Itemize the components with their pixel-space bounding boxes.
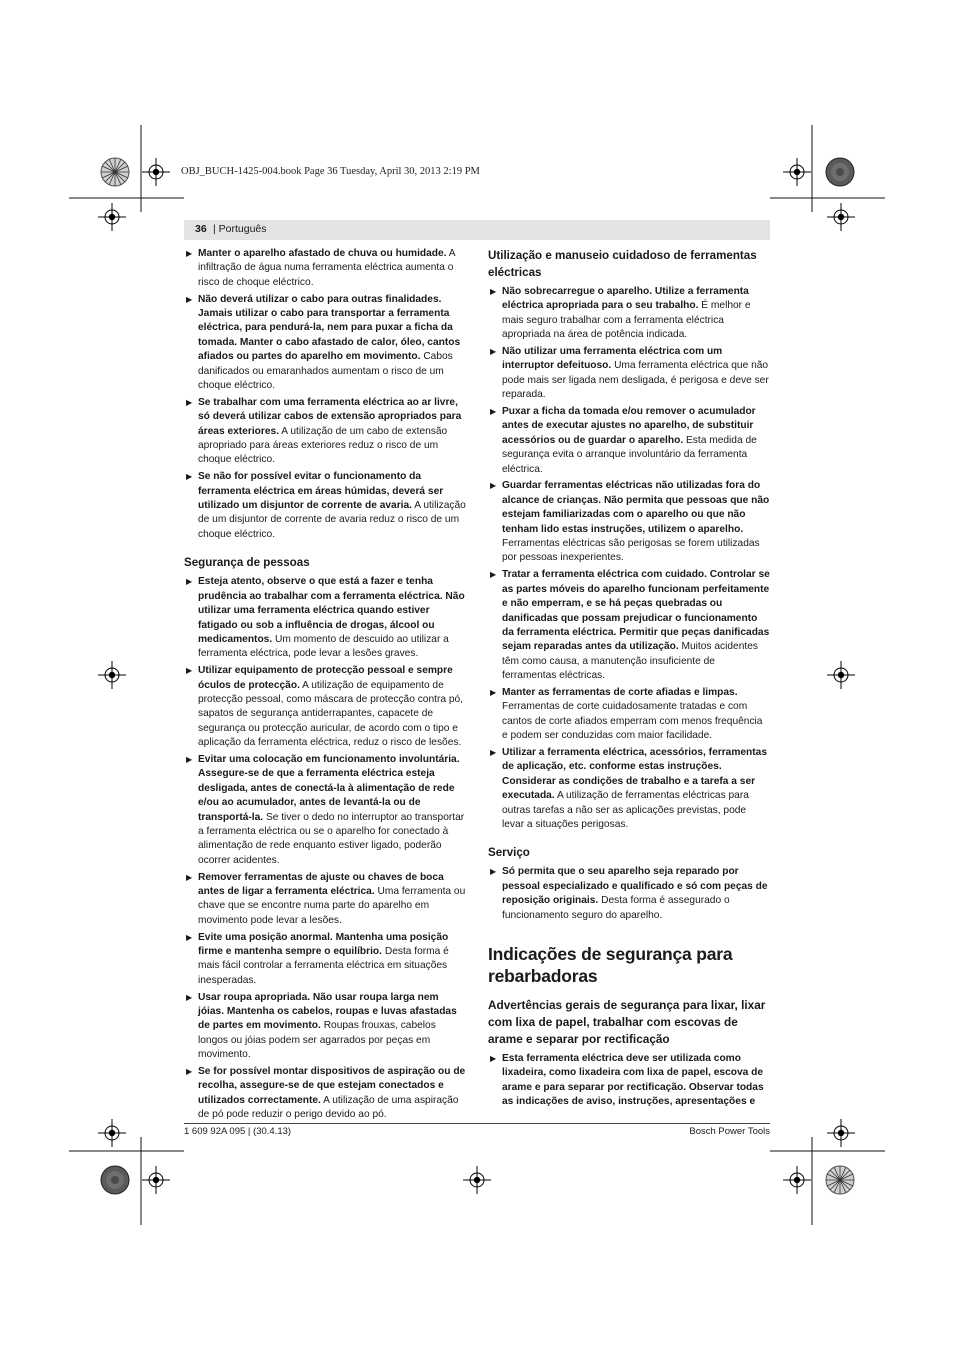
- personal-safety-list: [184, 575, 466, 1122]
- safety-item-emphasis: Usar roupa apropriada. Não usar roupa larga nem jóias. Mantenha os cabelos, roupas e luvas afastadas de partes em movimento.: [198, 991, 457, 1032]
- registration-mark-right-middle: [827, 661, 855, 689]
- bullet-icon: ▶: [490, 867, 497, 877]
- subheading: Advertências gerais de segurança para lixar, lixar com lixa de papel, trabalhar com escovas de arame e separar por rectificação: [488, 998, 766, 1046]
- bullet-icon: ▶: [186, 1067, 193, 1077]
- safety-item: [488, 746, 770, 832]
- main-heading: Indicações de segurança para rebarbadoras: [488, 944, 733, 986]
- safety-item: [488, 285, 770, 343]
- safety-item-emphasis: Tratar a ferramenta eléctrica com cuidado. Controlar se as partes móveis do aparelho funcionam perfeitamente e não emperram, e se há peças quebradas ou danificadas que possam prejudicar o funcionamento da ferramenta eléctrica. Permitir que peças danificadas sejam reparadas antes da utilização.: [502, 569, 770, 653]
- section-title-service: Serviço: [488, 846, 530, 860]
- registration-mark-top-right: [783, 158, 811, 186]
- safety-item-emphasis: Remover ferramentas de ajuste ou chaves de boca antes de ligar a ferramenta eléctrica.: [198, 871, 444, 897]
- safety-item: [488, 686, 770, 744]
- safety-item: [184, 871, 466, 929]
- safety-item-emphasis: Evite uma posição anormal. Mantenha uma posição firme e mantenha sempre o equilíbrio.: [198, 931, 449, 958]
- safety-item-emphasis: Se for possível montar dispositivos de aspiração ou de recolha, assegure-se de que estejam conectados e utilizados correctamente.: [198, 1066, 466, 1106]
- bullet-icon: ▶: [186, 577, 193, 587]
- safety-item: [184, 293, 466, 394]
- registration-mark-left-middle: [98, 661, 126, 689]
- bullet-icon: ▶: [490, 287, 497, 296]
- bullet-icon: ▶: [490, 347, 497, 357]
- bullet-icon: ▶: [186, 872, 193, 882]
- page-language: | Português: [213, 223, 267, 235]
- safety-item: [184, 991, 466, 1063]
- bullet-icon: ▶: [186, 754, 193, 764]
- safety-item: [184, 396, 466, 468]
- registration-mark-top-left: [142, 158, 170, 186]
- tool-use-list: [488, 285, 770, 832]
- registration-mark-bottom-center: [463, 1166, 491, 1194]
- bullet-icon: ▶: [186, 472, 193, 482]
- footer-left: 1 609 92A 095 | (30.4.13): [184, 1126, 292, 1137]
- bullet-icon: ▶: [490, 407, 497, 417]
- bullet-icon: ▶: [490, 687, 497, 697]
- safety-item-text: Desta forma é assegurado o funcionamento seguro do aparelho.: [502, 895, 730, 921]
- page-number: 36: [195, 223, 207, 235]
- safety-item: [184, 931, 466, 989]
- starburst-mark-bottom-right: [825, 1165, 855, 1195]
- safety-item: [184, 1065, 466, 1123]
- safety-item-emphasis: Manter o aparelho afastado de chuva ou humidade.: [198, 248, 447, 259]
- safety-item-text: A utilização de ferramentas eléctricas para outras tarefas a não ser as aplicações previstas, pode levar a situações perigosas.: [502, 790, 749, 830]
- safety-item-text: Ferramentas eléctricas são perigosas se forem utilizadas por pessoas inexperientes.: [502, 538, 760, 564]
- registration-mark-bottom-right: [783, 1166, 811, 1194]
- starburst-mark-top-left: [100, 157, 130, 187]
- safety-item-emphasis: Esta ferramenta eléctrica deve ser utilizada como lixadeira, como lixadeira com lixa de papel, escova de arame e para separar por rectificação. Observar todas as indicações de aviso, instruções, apresentações e: [502, 1053, 764, 1108]
- bullet-icon: ▶: [186, 932, 193, 942]
- bullet-icon: ▶: [186, 397, 193, 407]
- registration-mark-left-lower: [98, 1119, 126, 1147]
- safety-item-emphasis: Só permita que o seu aparelho seja reparado por pessoal especializado e qualificado e só com peças de reposição originais.: [502, 866, 768, 907]
- safety-item-emphasis: Puxar a ficha da tomada e/ou remover o acumulador antes de executar ajustes no aparelho, de substituir acessórios ou de guardar o aparelho.: [502, 406, 756, 446]
- safety-item-emphasis: Evitar uma colocação em funcionamento involuntária. Assegure-se de que a ferramenta eléctrica esteja desligada, antes de conectá-la à alimentação de rede e/ou ao acumulador, antes de levantá-la ou de transportá-la.: [198, 753, 460, 823]
- safety-item: [488, 865, 770, 923]
- footer-rule: [184, 1123, 770, 1124]
- safety-item: [488, 568, 770, 683]
- safety-item-text: É melhor e mais seguro trabalhar com a ferramenta eléctrica apropriada na área de potência indicada.: [502, 300, 751, 341]
- safety-item-text: Ferramentas de corte cuidadosamente tratadas e com cantos de corte afiados emperram com menos frequência e podem ser conduzidas com maior facilidade.: [502, 701, 763, 742]
- safety-item-text: A utilização de um disjuntor de corrente de avaria reduz o risco de um choque eléctrico.: [198, 500, 466, 540]
- safety-item: [184, 470, 466, 542]
- safety-item-emphasis: Não deverá utilizar o cabo para outras finalidades. Jamais utilizar o cabo para transportar a ferramenta eléctrica, para pendurá-la, nem para puxar a ficha da tomada. Manter o cabo afastado de calor, óleo, cantos afiados ou partes do aparelho em movimento.: [198, 293, 461, 363]
- page-header: [184, 220, 770, 240]
- bullet-icon: ▶: [490, 570, 497, 580]
- safety-item-emphasis: Não utilizar uma ferramenta eléctrica com um interruptor defeituoso.: [502, 346, 723, 372]
- registration-mark-right-upper: [827, 203, 855, 231]
- safety-item-text: Uma ferramenta ou chave que se encontre numa parte do aparelho em movimento pode levar a lesões.: [198, 886, 466, 926]
- safety-item: [488, 405, 770, 477]
- bullet-icon: ▶: [490, 481, 497, 491]
- bullet-icon: ▶: [186, 294, 193, 304]
- section-title-tool-use: Utilização e manuseio cuidadoso de ferramentas eléctricas: [488, 249, 757, 279]
- safety-item-emphasis: Guardar ferramentas eléctricas não utilizadas fora do alcance de crianças. Não permita que pessoas que não estejam familiarizadas com o aparelho ou que não tenham lido estas instruções, utilizem o aparelho.: [502, 480, 770, 535]
- safety-item: [184, 753, 466, 868]
- bullet-icon: ▶: [490, 1054, 497, 1063]
- safety-item-text: Muitos acidentes têm como causa, a manutenção insuficiente de ferramentas eléctricas.: [502, 641, 758, 682]
- bullet-icon: ▶: [490, 747, 497, 757]
- bullet-icon: ▶: [186, 249, 193, 258]
- safety-item-text: Uma ferramenta eléctrica que não pode mais ser ligada nem desligada, é perigosa e deve ser reparada.: [502, 360, 769, 401]
- service-list: [488, 865, 770, 923]
- registration-mark-bottom-left: [142, 1166, 170, 1194]
- safety-item-emphasis: Não sobrecarregue o aparelho. Utilize a ferramenta eléctrica apropriada para o seu trabalho.: [502, 286, 749, 312]
- safety-item-emphasis: Utilizar a ferramenta eléctrica, acessórios, ferramentas de aplicação, etc. conforme estas instruções. Considerar as condições de trabalho e a tarefa a ser executada.: [502, 746, 768, 802]
- safety-item-text: Desta forma é mais fácil controlar a ferramenta eléctrica em situações inesperadas.: [198, 946, 449, 986]
- safety-item-emphasis: Se não for possível evitar o funcionamento da ferramenta eléctrica em áreas húmidas, deverá ser utilizado um disjuntor de corrente de avaria.: [198, 471, 444, 512]
- safety-item-text: Roupas frouxas, cabelos longos ou jóias podem ser agarrados por peças em movimento.: [198, 1020, 436, 1061]
- safety-item-text: A infiltração de água numa ferramenta eléctrica aumenta o risco de choque eléctrico.: [198, 248, 456, 288]
- bullet-icon: ▶: [186, 992, 193, 1002]
- section-title-personal-safety: Segurança de pessoas: [184, 556, 310, 570]
- safety-item-text: A utilização de uma aspiração de pó pode reduzir o perigo devido ao pó.: [198, 1094, 459, 1121]
- bullet-icon: ▶: [186, 666, 193, 676]
- safety-item-text: Se tiver o dedo no interruptor ao transportar a ferramenta eléctrica ou se o aparelho for conectado à alimentação de rede enquanto estiver ligado, poderão ocorrer acidentes.: [198, 811, 465, 866]
- safety-item-text: Um momento de descuido ao utilizar a ferramenta eléctrica, pode levar a lesões graves.: [198, 633, 449, 660]
- right-column: [488, 247, 770, 1112]
- safety-item-text: A utilização de um cabo de extensão apropriado para áreas exteriores reduz o risco de um choque eléctrico.: [198, 425, 448, 466]
- safety-item-emphasis: Manter as ferramentas de corte afiadas e limpas.: [502, 686, 738, 698]
- grinder-warning-list: [488, 1052, 770, 1110]
- safety-item-emphasis: Esteja atento, observe o que está a fazer e tenha prudência ao trabalhar com a ferramenta eléctrica. Não utilizar uma ferramenta eléctrica quando estiver fatigado ou sob a influência de drogas, álcool ou medicamentos.: [198, 576, 465, 645]
- safety-item: [488, 345, 770, 403]
- footer-right: Bosch Power Tools: [689, 1126, 770, 1137]
- safety-item: [184, 247, 466, 290]
- safety-item-text: Esta medida de segurança evita o arranque involuntário da ferramenta eléctrica.: [502, 434, 757, 475]
- safety-item: [488, 479, 770, 565]
- print-info: OBJ_BUCH-1425-004.book Page 36 Tuesday, April 30, 2013 2:19 PM: [181, 166, 480, 177]
- safety-item-emphasis: Se trabalhar com uma ferramenta eléctrica ao ar livre, só deverá utilizar cabos de extensão apropriados para áreas exteriores.: [198, 396, 462, 437]
- safety-item: [184, 664, 466, 750]
- safety-item-emphasis: Utilizar equipamento de protecção pessoal e sempre óculos de protecção.: [198, 665, 453, 691]
- safety-item-text: Cabos danificados ou emaranhados aumentam o risco de um choque eléctrico.: [198, 351, 453, 392]
- safety-item: [184, 575, 466, 661]
- safety-item-text: A utilização de equipamento de protecção pessoal, como máscara de protecção contra pó, sapatos de segurança antiderrapantes, capacete de segurança ou protecção auricular, de acordo com o tipo e aplicação da ferramenta eléctrica, reduz o risco de lesões.: [198, 679, 464, 749]
- gray-disc-mark-top-right: [825, 157, 855, 187]
- left-column: [184, 247, 466, 1125]
- electrical-safety-list: [184, 247, 466, 542]
- registration-mark-left-upper: [98, 203, 126, 231]
- safety-item: [488, 1052, 770, 1110]
- gray-disc-mark-bottom-left: [100, 1165, 130, 1195]
- registration-mark-right-lower: [827, 1119, 855, 1147]
